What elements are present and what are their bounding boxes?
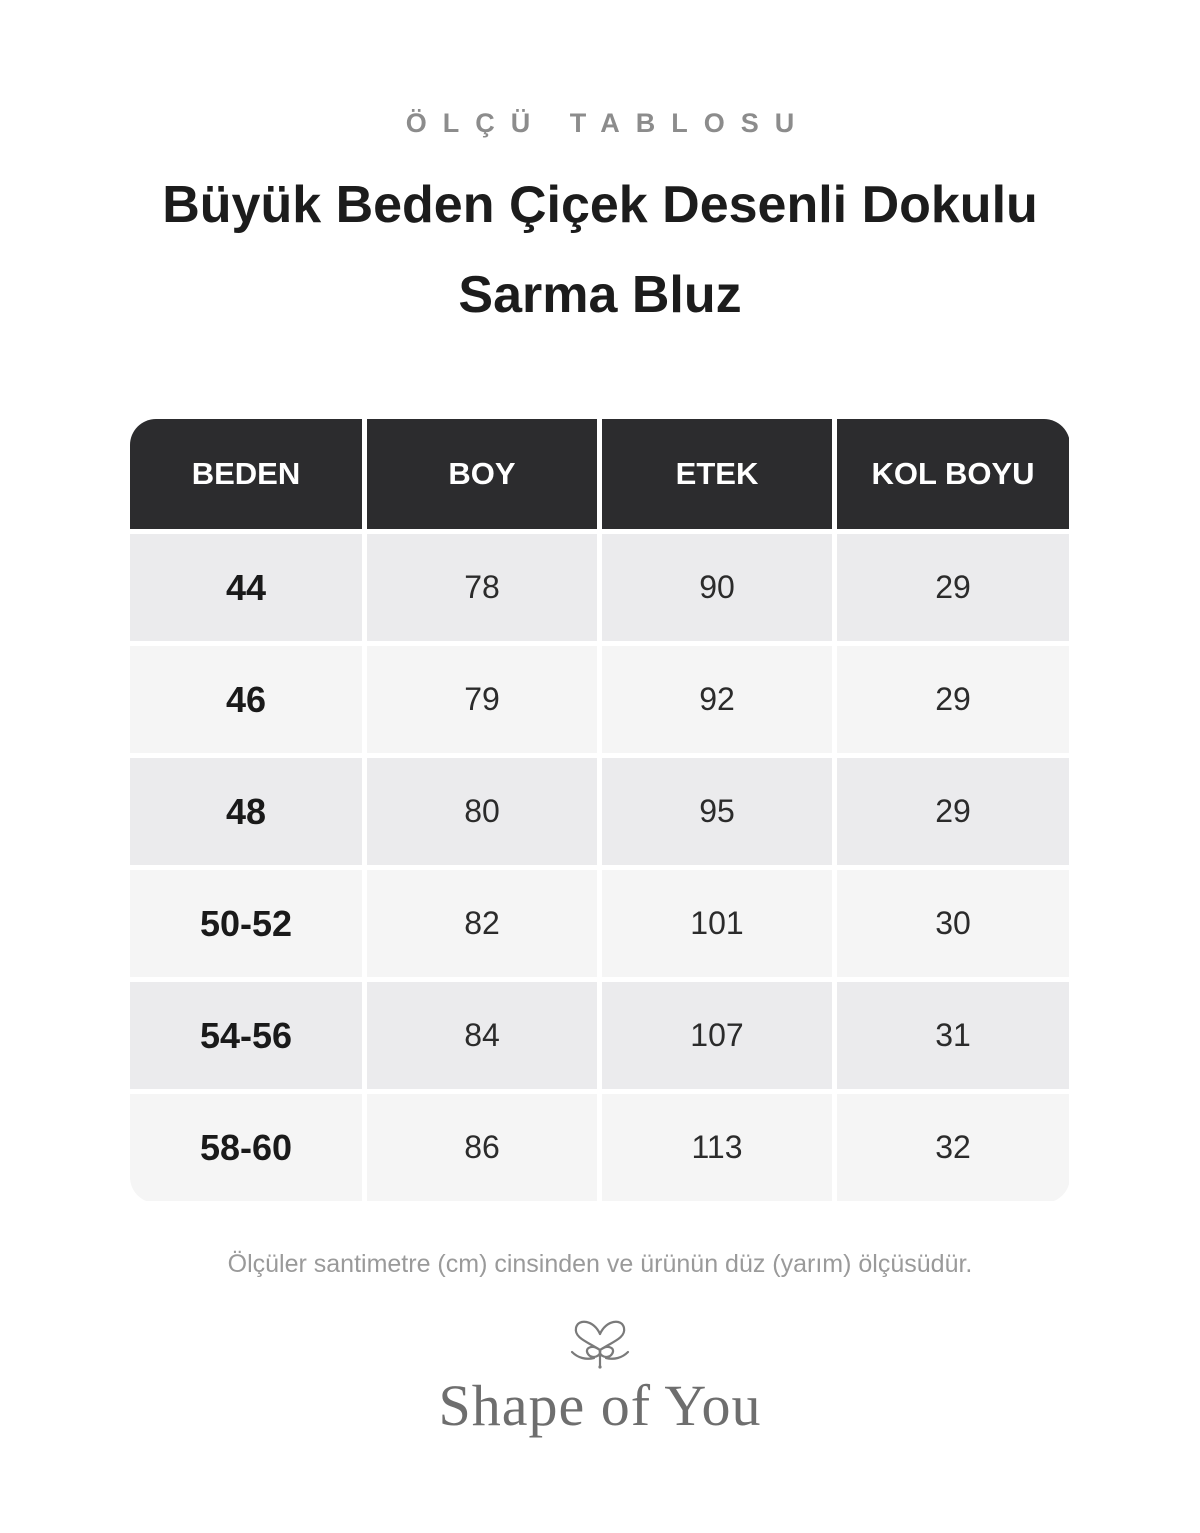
page-title xyxy=(100,160,1100,340)
table-cell-kol-boyu: 30 xyxy=(837,870,1069,977)
page-title-line-1: Büyük Beden Çiçek Desenli Dokulu xyxy=(162,176,1038,234)
table-cell-kol-boyu: 29 xyxy=(837,758,1069,865)
table-cell-etek: 107 xyxy=(602,982,832,1089)
table-cell-etek: 90 xyxy=(602,534,832,641)
table-cell-size: 50-52 xyxy=(130,870,362,977)
measurement-note: Ölçüler santimetre (cm) cinsinden ve ürünün düz (yarım) ölçüsüdür. xyxy=(227,1250,973,1278)
size-table xyxy=(130,419,1070,1203)
table-cell-kol-boyu: 29 xyxy=(837,534,1069,641)
table-cell-boy: 79 xyxy=(367,646,597,753)
table-cell-boy: 82 xyxy=(367,870,597,977)
column-header-etek: ETEK xyxy=(602,419,832,529)
column-header-kol-boyu: KOL BOYU xyxy=(837,419,1069,529)
table-cell-kol-boyu: 29 xyxy=(837,646,1069,753)
table-cell-kol-boyu: 31 xyxy=(837,982,1069,1089)
column-header-beden: BEDEN xyxy=(130,419,362,529)
table-cell-size: 48 xyxy=(130,758,362,865)
table-cell-size: 54-56 xyxy=(130,982,362,1089)
column-header-boy: BOY xyxy=(367,419,597,529)
table-cell-kol-boyu: 32 xyxy=(837,1094,1069,1201)
table-cell-etek: 101 xyxy=(602,870,832,977)
table-cell-etek: 92 xyxy=(602,646,832,753)
table-cell-size: 46 xyxy=(130,646,362,753)
heart-knot-logo-icon xyxy=(568,1312,632,1370)
table-cell-boy: 86 xyxy=(367,1094,597,1201)
page-title-line-2: Sarma Bluz xyxy=(458,266,742,324)
table-cell-etek: 95 xyxy=(602,758,832,865)
table-cell-etek: 113 xyxy=(602,1094,832,1201)
brand-logo-text: Shape of You xyxy=(438,1373,762,1438)
table-cell-size: 58-60 xyxy=(130,1094,362,1201)
page-kicker: ÖLÇÜ TABLOSU xyxy=(405,108,811,138)
table-cell-boy: 78 xyxy=(367,534,597,641)
table-cell-size: 44 xyxy=(130,534,362,641)
table-cell-boy: 84 xyxy=(367,982,597,1089)
table-cell-boy: 80 xyxy=(367,758,597,865)
